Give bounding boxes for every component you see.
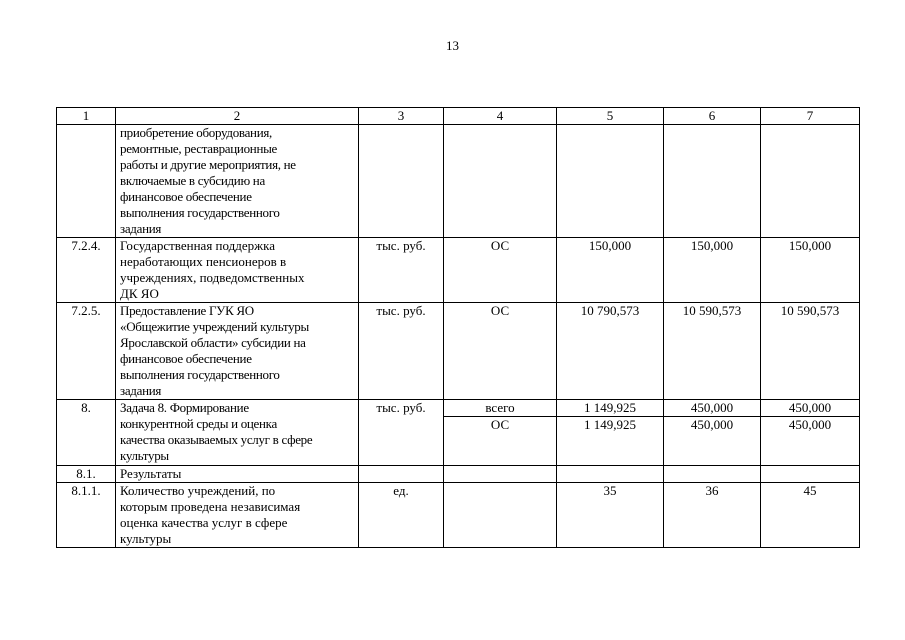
row-value-7 bbox=[761, 125, 860, 238]
row-unit: тыс. руб. bbox=[359, 303, 444, 400]
row-unit: тыс. руб. bbox=[359, 400, 444, 466]
row-unit: тыс. руб. bbox=[359, 238, 444, 303]
row-value-5: 150,000 bbox=[557, 238, 664, 303]
column-header: 5 bbox=[557, 108, 664, 125]
description-line: Задача 8. Формирование bbox=[120, 400, 249, 415]
description-line: неработающих пенсионеров в bbox=[120, 254, 287, 269]
column-header: 4 bbox=[444, 108, 557, 125]
row-value-6: 10 590,573 bbox=[664, 303, 761, 400]
description-line: конкурентной среды и оценка bbox=[120, 416, 277, 431]
row-value-7: 45 bbox=[761, 483, 860, 548]
description-line: задания bbox=[120, 383, 162, 398]
row-value-6 bbox=[664, 125, 761, 238]
row-unit bbox=[359, 125, 444, 238]
description-line: ДК ЯО bbox=[120, 286, 159, 301]
row-description bbox=[116, 125, 359, 238]
description-line: качества оказываемых услуг в сфере bbox=[120, 432, 313, 447]
row-value-6: 450,000 bbox=[664, 400, 761, 417]
row-description bbox=[116, 303, 359, 400]
description-line: Предоставление ГУК ЯО bbox=[120, 303, 254, 318]
row-source bbox=[444, 125, 557, 238]
description-line: Государственная поддержка bbox=[120, 238, 276, 253]
row-value-6: 150,000 bbox=[664, 238, 761, 303]
row-value-7: 10 590,573 bbox=[761, 303, 860, 400]
row-value-7: 450,000 bbox=[761, 400, 860, 417]
description-line: включаемые в субсидию на bbox=[120, 173, 265, 188]
row-description bbox=[116, 400, 359, 466]
table-row bbox=[57, 125, 860, 238]
description-line: выполнения государственного bbox=[120, 367, 280, 382]
row-number: 8.1. bbox=[57, 466, 116, 483]
row-value-5: 1 149,925 bbox=[557, 400, 664, 417]
description-line: культуры bbox=[120, 448, 169, 463]
row-value-5 bbox=[557, 125, 664, 238]
description-line: культуры bbox=[120, 531, 172, 546]
row-value-5: 10 790,573 bbox=[557, 303, 664, 400]
table-row bbox=[57, 400, 860, 417]
row-source bbox=[444, 483, 557, 548]
description-line: оценка качества услуг в сфере bbox=[120, 515, 288, 530]
row-source: ОС bbox=[444, 417, 557, 466]
row-unit: ед. bbox=[359, 483, 444, 548]
table-row bbox=[57, 238, 860, 303]
row-source: ОС bbox=[444, 238, 557, 303]
row-number: 8. bbox=[57, 400, 116, 466]
column-header: 7 bbox=[761, 108, 860, 125]
description-line: которым проведена независимая bbox=[120, 499, 301, 514]
column-header: 2 bbox=[116, 108, 359, 125]
page-number: 13 bbox=[446, 38, 459, 53]
row-value-5 bbox=[557, 466, 664, 483]
table-row bbox=[57, 303, 860, 400]
description-line: приобретение оборудования, bbox=[120, 125, 273, 140]
description-line: учреждениях, подведомственных bbox=[120, 270, 305, 285]
row-value-7 bbox=[761, 466, 860, 483]
row-value-7: 450,000 bbox=[761, 417, 860, 466]
table-header-row bbox=[57, 108, 860, 125]
row-source: всего bbox=[444, 400, 557, 417]
description-line: Ярославской области» субсидии на bbox=[120, 335, 306, 350]
row-value-6: 450,000 bbox=[664, 417, 761, 466]
row-description bbox=[116, 238, 359, 303]
column-header: 6 bbox=[664, 108, 761, 125]
budget-table bbox=[56, 107, 860, 548]
row-unit bbox=[359, 466, 444, 483]
description-line: работы и другие мероприятия, не bbox=[120, 157, 296, 172]
row-number: 8.1.1. bbox=[57, 483, 116, 548]
description-line: задания bbox=[120, 221, 162, 236]
row-description bbox=[116, 483, 359, 548]
row-value-6 bbox=[664, 466, 761, 483]
row-value-7: 150,000 bbox=[761, 238, 860, 303]
row-number bbox=[57, 125, 116, 238]
table-row bbox=[57, 466, 860, 483]
column-header: 3 bbox=[359, 108, 444, 125]
row-value-5: 35 bbox=[557, 483, 664, 548]
description-line: выполнения государственного bbox=[120, 205, 280, 220]
table-row bbox=[57, 483, 860, 548]
row-number: 7.2.5. bbox=[57, 303, 116, 400]
description-line: финансовое обеспечение bbox=[120, 351, 252, 366]
row-source: ОС bbox=[444, 303, 557, 400]
description-line: Результаты bbox=[120, 466, 182, 481]
row-description bbox=[116, 466, 359, 483]
description-line: финансовое обеспечение bbox=[120, 189, 252, 204]
row-number: 7.2.4. bbox=[57, 238, 116, 303]
row-value-5: 1 149,925 bbox=[557, 417, 664, 466]
row-value-6: 36 bbox=[664, 483, 761, 548]
description-line: «Общежитие учреждений культуры bbox=[120, 319, 309, 334]
row-source bbox=[444, 466, 557, 483]
description-line: Количество учреждений, по bbox=[120, 483, 276, 498]
column-header: 1 bbox=[57, 108, 116, 125]
description-line: ремонтные, реставрационные bbox=[120, 141, 278, 156]
